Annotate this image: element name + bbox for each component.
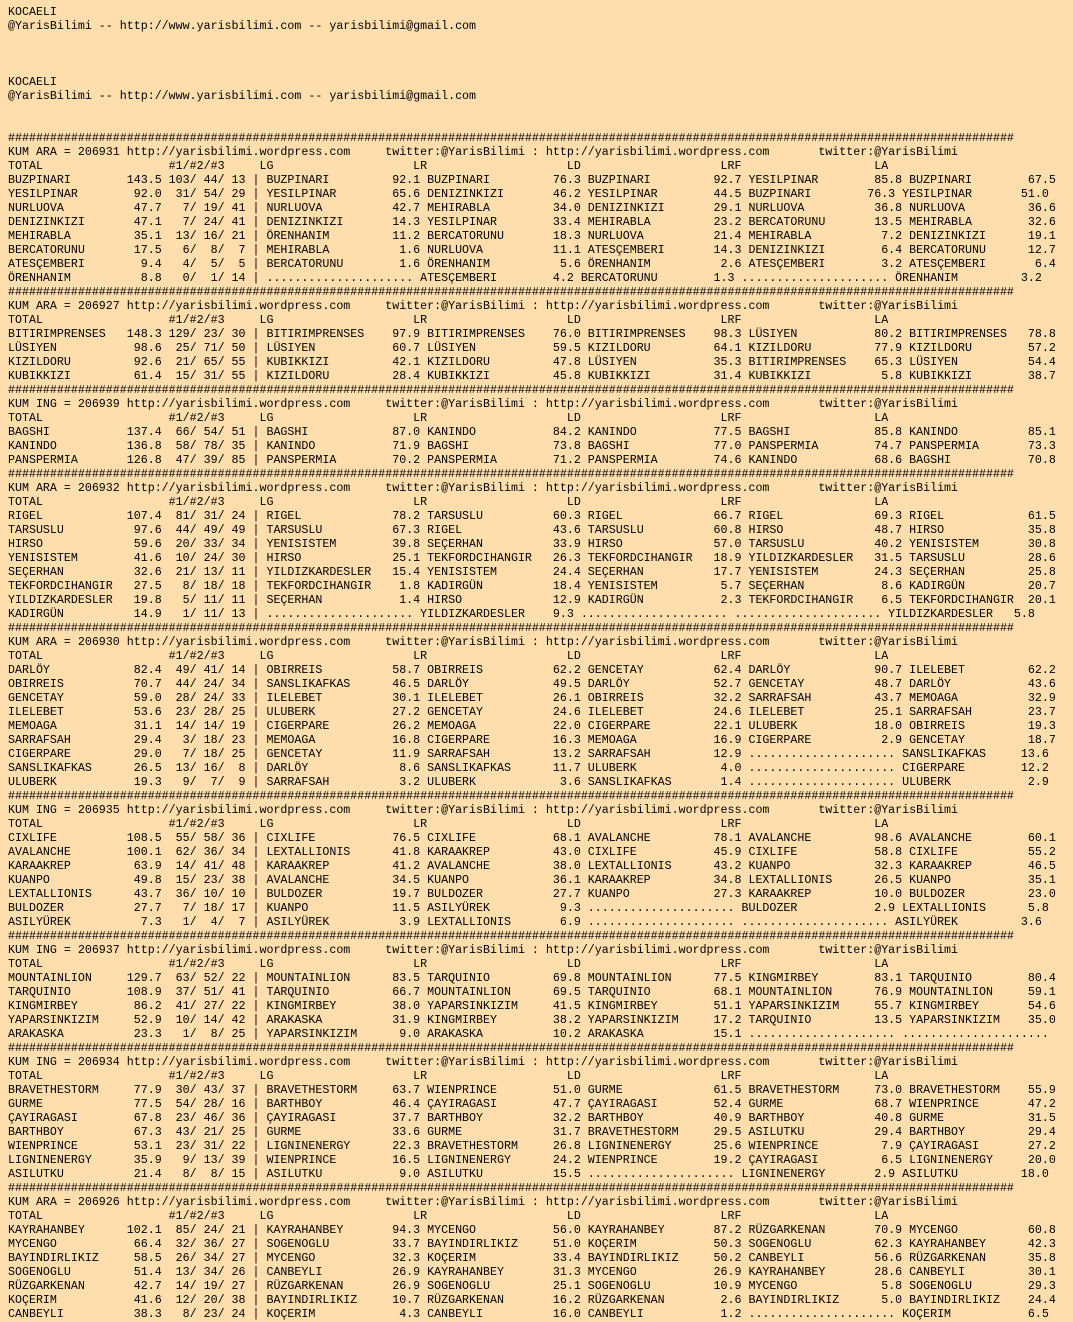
table-row: SARRAFSAH 29.4 3/ 18/ 23 | MEMOAGA 16.8 CIGERPARE 16.3 MEMOAGA 16.9 CIGERPARE 2.9 GENCETAY 18.7 <box>8 734 1056 747</box>
separator-line: ################################################################################################################################################ <box>8 622 1014 635</box>
table-row: BITIRIMPRENSES 148.3 129/ 23/ 30 | BITIRIMPRENSES 97.9 BITIRIMPRENSES 76.0 BITIRIMPRENSES 98.3 LÜSIYEN 80.2 BITIRIMPRENSES 78.8 <box>8 328 1056 341</box>
column-header-row: TOTAL #1/#2/#3 LG LR LD LRF LA <box>8 650 889 663</box>
race-title: KUM ING = 206935 http://yarisbilimi.wordpress.com twitter:@YarisBilimi : http://yarisbilimi.wordpress.com twitter:@YarisBilimi <box>8 804 959 817</box>
table-row: RÜZGARKENAN 42.7 14/ 19/ 27 | RÜZGARKENAN 26.9 SOGENOGLU 25.1 SOGENOGLU 10.9 MYCENGO 5.8 SOGENOGLU 29.3 <box>8 1280 1056 1293</box>
race-block <box>8 468 1073 622</box>
table-row: BERCATORUNU 17.5 6/ 8/ 7 | MEHIRABLA 1.6 NURLUOVA 11.1 ATESÇEMBERI 14.3 DENIZINKIZI 6.4 BERCATORUNU 12.7 <box>8 244 1056 257</box>
header-line <box>8 104 1073 118</box>
column-header-row: TOTAL #1/#2/#3 LG LR LD LRF LA <box>8 1070 889 1083</box>
separator-line: ################################################################################################################################################ <box>8 286 1014 299</box>
table-row: ARAKASKA 23.3 1/ 8/ 25 | YAPARSINKIZIM 9.0 ARAKASKA 10.2 ARAKASKA 15.1 ..................... ..................... <box>8 1028 1049 1041</box>
table-row: DENIZINKIZI 47.1 7/ 24/ 41 | DENIZINKIZI 14.3 YESILPINAR 33.4 MEHIRABLA 23.2 BERCATORUNU 13.5 MEHIRABLA 32.6 <box>8 216 1056 229</box>
race-block <box>8 1182 1073 1322</box>
table-row: TARSUSLU 97.6 44/ 49/ 49 | TARSUSLU 67.3 RIGEL 43.6 TARSUSLU 60.8 HIRSO 48.7 HIRSO 35.8 <box>8 524 1056 537</box>
separator-line: ################################################################################################################################################ <box>8 930 1014 943</box>
header-line <box>8 62 1073 76</box>
separator-line: ################################################################################################################################################ <box>8 1042 1014 1055</box>
column-header-row: TOTAL #1/#2/#3 LG LR LD LRF LA <box>8 412 889 425</box>
race-block <box>8 286 1073 384</box>
table-row: KIZILDORU 92.6 21/ 65/ 55 | KUBIKKIZI 42.1 KIZILDORU 47.8 LÜSIYEN 35.3 BITIRIMPRENSES 65.3 LÜSIYEN 54.4 <box>8 356 1056 369</box>
table-row: ASILYÜREK 7.3 1/ 4/ 7 | ASILYÜREK 3.9 LEXTALLIONIS 6.9 ..................... ..................... ASILYÜREK 3.6 <box>8 916 1042 929</box>
header-line <box>8 34 1073 48</box>
table-row: YENISISTEM 41.6 10/ 24/ 30 | HIRSO 25.1 TEKFORDCIHANGIR 26.3 TEKFORDCIHANGIR 18.9 YILDIZKARDESLER 31.5 TARSUSLU 28.6 <box>8 552 1056 565</box>
race-title: KUM ARA = 206931 http://yarisbilimi.wordpress.com twitter:@YarisBilimi : http://yarisbilimi.wordpress.com twitter:@YarisBilimi <box>8 146 959 159</box>
table-row: BULDOZER 27.7 7/ 18/ 17 | KUANPO 11.5 ASILYÜREK 9.3 ..................... BULDOZER 2.9 LEXTALLIONIS 5.8 <box>8 902 1049 915</box>
table-row: YESILPINAR 92.0 31/ 54/ 29 | YESILPINAR 65.6 DENIZINKIZI 46.2 YESILPINAR 44.5 BUZPINARI 76.3 YESILPINAR 51.0 <box>8 188 1049 201</box>
table-row: MEMOAGA 31.1 14/ 14/ 19 | CIGERPARE 26.2 MEMOAGA 22.0 CIGERPARE 22.1 ULUBERK 18.0 OBIRREIS 19.3 <box>8 720 1056 733</box>
race-title: KUM ARA = 206926 http://yarisbilimi.wordpress.com twitter:@YarisBilimi : http://yarisbilimi.wordpress.com twitter:@YarisBilimi <box>8 1196 959 1209</box>
table-row: BAGSHI 137.4 66/ 54/ 51 | BAGSHI 87.0 KANINDO 84.2 KANINDO 77.5 BAGSHI 85.8 KANINDO 85.1 <box>8 426 1056 439</box>
table-row: SOGENOGLU 51.4 13/ 34/ 26 | CANBEYLI 26.9 KAYRAHANBEY 31.3 MYCENGO 26.9 KAYRAHANBEY 28.6 CANBEYLI 30.1 <box>8 1266 1056 1279</box>
table-row: HIRSO 59.6 20/ 33/ 34 | YENISISTEM 39.8 SEÇERHAN 33.9 HIRSO 57.0 TARSUSLU 40.2 YENISISTEM 30.8 <box>8 538 1056 551</box>
table-row: ÇAYIRAGASI 67.8 23/ 46/ 36 | ÇAYIRAGASI 37.7 BARTHBOY 32.2 BARTHBOY 40.9 BARTHBOY 40.8 GURME 31.5 <box>8 1112 1056 1125</box>
race-block <box>8 790 1073 930</box>
table-row: AVALANCHE 100.1 62/ 36/ 34 | LEXTALLIONIS 41.8 KARAAKREP 43.0 CIXLIFE 45.9 CIXLIFE 58.8 CIXLIFE 55.2 <box>8 846 1056 859</box>
race-block <box>8 622 1073 790</box>
table-row: MOUNTAINLION 129.7 63/ 52/ 22 | MOUNTAINLION 83.5 TARQUINIO 69.8 MOUNTAINLION 77.5 KINGMIRBEY 83.1 TARQUINIO 80.4 <box>8 972 1056 985</box>
race-title: KUM ARA = 206927 http://yarisbilimi.wordpress.com twitter:@YarisBilimi : http://yarisbilimi.wordpress.com twitter:@YarisBilimi <box>8 300 959 313</box>
column-header-row: TOTAL #1/#2/#3 LG LR LD LRF LA <box>8 818 889 831</box>
table-row: KOÇERIM 41.6 12/ 20/ 38 | BAYINDIRLIKIZ 10.7 RÜZGARKENAN 16.2 RÜZGARKENAN 2.6 BAYINDIRLIKIZ 5.0 BAYINDIRLIKIZ 24.4 <box>8 1294 1056 1307</box>
table-row: KUBIKKIZI 61.4 15/ 31/ 55 | KIZILDORU 28.4 KUBIKKIZI 45.8 KUBIKKIZI 31.4 KUBIKKIZI 5.8 KUBIKKIZI 38.7 <box>8 370 1056 383</box>
table-row: PANSPERMIA 126.8 47/ 39/ 85 | PANSPERMIA 70.2 PANSPERMIA 71.2 PANSPERMIA 74.6 KANINDO 68.6 BAGSHI 70.8 <box>8 454 1056 467</box>
separator-line: ################################################################################################################################################ <box>8 468 1014 481</box>
race-title: KUM ING = 206934 http://yarisbilimi.wordpress.com twitter:@YarisBilimi : http://yarisbilimi.wordpress.com twitter:@YarisBilimi <box>8 1056 959 1069</box>
table-row: ATESÇEMBERI 9.4 4/ 5/ 5 | BERCATORUNU 1.6 ÖRENHANIM 5.6 ÖRENHANIM 2.6 ATESÇEMBERI 3.2 ATESÇEMBERI 6.4 <box>8 258 1056 271</box>
table-row: GURME 77.5 54/ 28/ 16 | BARTHBOY 46.4 ÇAYIRAGASI 47.7 ÇAYIRAGASI 52.4 GURME 68.7 WIENPRINCE 47.2 <box>8 1098 1056 1111</box>
separator-line: ################################################################################################################################################ <box>8 790 1014 803</box>
race-title: KUM ARA = 206930 http://yarisbilimi.wordpress.com twitter:@YarisBilimi : http://yarisbilimi.wordpress.com twitter:@YarisBilimi <box>8 636 959 649</box>
column-header-row: TOTAL #1/#2/#3 LG LR LD LRF LA <box>8 314 889 327</box>
table-row: KARAAKREP 63.9 14/ 41/ 48 | KARAAKREP 41.2 AVALANCHE 38.0 LEXTALLIONIS 43.2 KUANPO 32.3 KARAAKREP 46.5 <box>8 860 1056 873</box>
table-row: YAPARSINKIZIM 52.9 10/ 14/ 42 | ARAKASKA 31.9 KINGMIRBEY 38.2 YAPARSINKIZIM 17.2 TARQUINIO 13.5 YAPARSINKIZIM 35.0 <box>8 1014 1056 1027</box>
table-row: LIGNINENERGY 35.9 9/ 13/ 39 | WIENPRINCE 16.5 LIGNINENERGY 24.2 WIENPRINCE 19.2 ÇAYIRAGASI 6.5 LIGNINENERGY 20.0 <box>8 1154 1056 1167</box>
table-row: MEHIRABLA 35.1 13/ 16/ 21 | ÖRENHANIM 11.2 BERCATORUNU 18.3 NURLUOVA 21.4 MEHIRABLA 7.2 DENIZINKIZI 19.1 <box>8 230 1056 243</box>
page-header <box>8 6 1073 132</box>
table-row: YILDIZKARDESLER 19.8 5/ 11/ 11 | SEÇERHAN 1.4 HIRSO 12.9 KADIRGÜN 2.3 TEKFORDCIHANGIR 6.5 TEKFORDCIHANGIR 20.1 <box>8 594 1056 607</box>
table-row: SANSLIKAFKAS 26.5 13/ 16/ 8 | DARLÖY 8.6 SANSLIKAFKAS 11.7 ULUBERK 4.0 ..................... CIGERPARE 12.2 <box>8 762 1049 775</box>
table-row: RIGEL 107.4 81/ 31/ 24 | RIGEL 78.2 TARSUSLU 60.3 RIGEL 66.7 RIGEL 69.3 RIGEL 61.5 <box>8 510 1056 523</box>
race-block <box>8 930 1073 1042</box>
table-row: KINGMIRBEY 86.2 41/ 27/ 22 | KINGMIRBEY 38.0 YAPARSINKIZIM 41.5 KINGMIRBEY 51.1 YAPARSINKIZIM 55.7 KINGMIRBEY 54.6 <box>8 1000 1056 1013</box>
table-row: GENCETAY 59.0 28/ 24/ 33 | ILELEBET 30.1 ILELEBET 26.1 OBIRREIS 32.2 SARRAFSAH 43.7 MEMOAGA 32.9 <box>8 692 1056 705</box>
table-row: DARLÖY 82.4 49/ 41/ 14 | OBIRREIS 58.7 OBIRREIS 62.2 GENCETAY 62.4 DARLÖY 90.7 ILELEBET 62.2 <box>8 664 1056 677</box>
table-row: CIXLIFE 108.5 55/ 58/ 36 | CIXLIFE 76.5 CIXLIFE 68.1 AVALANCHE 78.1 AVALANCHE 98.6 AVALANCHE 60.1 <box>8 832 1056 845</box>
table-row: CANBEYLI 38.3 8/ 23/ 24 | KOÇERIM 4.3 CANBEYLI 16.0 CANBEYLI 1.2 ..................... KOÇERIM 6.5 <box>8 1308 1049 1321</box>
header-line: @YarisBilimi -- http://www.yarisbilimi.com -- yarisbilimi@gmail.com <box>8 20 477 33</box>
table-row: OBIRREIS 70.7 44/ 24/ 34 | SANSLIKAFKAS 46.5 DARLÖY 49.5 DARLÖY 52.7 GENCETAY 48.7 DARLÖY 43.6 <box>8 678 1056 691</box>
header-line: KOCAELI <box>8 6 57 19</box>
table-row: LEXTALLIONIS 43.7 36/ 10/ 10 | BULDOZER 19.7 BULDOZER 27.7 KUANPO 27.3 KARAAKREP 10.0 BULDOZER 23.0 <box>8 888 1056 901</box>
separator-line: ################################################################################################################################################ <box>8 1182 1014 1195</box>
table-row: KANINDO 136.8 58/ 78/ 35 | KANINDO 71.9 BAGSHI 73.8 BAGSHI 77.0 PANSPERMIA 74.7 PANSPERMIA 73.3 <box>8 440 1056 453</box>
race-block <box>8 1042 1073 1182</box>
race-title: KUM ING = 206937 http://yarisbilimi.wordpress.com twitter:@YarisBilimi : http://yarisbilimi.wordpress.com twitter:@YarisBilimi <box>8 944 959 957</box>
race-title: KUM ARA = 206932 http://yarisbilimi.wordpress.com twitter:@YarisBilimi : http://yarisbilimi.wordpress.com twitter:@YarisBilimi <box>8 482 959 495</box>
race-block <box>8 384 1073 468</box>
table-row: KUANPO 49.8 15/ 23/ 38 | AVALANCHE 34.5 KUANPO 36.1 KARAAKREP 34.8 LEXTALLIONIS 26.5 KUANPO 35.1 <box>8 874 1056 887</box>
table-row: MYCENGO 66.4 32/ 36/ 27 | SOGENOGLU 33.7 BAYINDIRLIKIZ 51.0 KOÇERIM 50.3 SOGENOGLU 62.3 KAYRAHANBEY 42.3 <box>8 1238 1056 1251</box>
column-header-row: TOTAL #1/#2/#3 LG LR LD LRF LA <box>8 160 889 173</box>
separator-line: ################################################################################################################################################ <box>8 132 1014 145</box>
table-row: ULUBERK 19.3 9/ 7/ 9 | SARRAFSAH 3.2 ULUBERK 3.6 SANSLIKAFKAS 1.4 ..................... ULUBERK 2.9 <box>8 776 1049 789</box>
table-row: BRAVETHESTORM 77.9 30/ 43/ 37 | BRAVETHESTORM 63.7 WIENPRINCE 51.0 GURME 61.5 BRAVETHESTORM 73.0 BRAVETHESTORM 55.9 <box>8 1084 1056 1097</box>
race-title: KUM ING = 206939 http://yarisbilimi.wordpress.com twitter:@YarisBilimi : http://yarisbilimi.wordpress.com twitter:@YarisBilimi <box>8 398 959 411</box>
header-line: KOCAELI <box>8 76 57 89</box>
table-row: ÖRENHANIM 8.8 0/ 1/ 14 | ..................... ATESÇEMBERI 4.2 BERCATORUNU 1.3 ..................... ÖRENHANIM 3.2 <box>8 272 1042 285</box>
table-row: CIGERPARE 29.0 7/ 18/ 25 | GENCETAY 11.9 SARRAFSAH 13.2 SARRAFSAH 12.9 ..................... SANSLIKAFKAS 13.6 <box>8 748 1049 761</box>
table-row: WIENPRINCE 53.1 23/ 31/ 22 | LIGNINENERGY 22.3 BRAVETHESTORM 26.8 LIGNINENERGY 25.6 WIENPRINCE 7.9 ÇAYIRAGASI 27.2 <box>8 1140 1056 1153</box>
table-row: KADIRGÜN 14.9 1/ 11/ 13 | ..................... YILDIZKARDESLER 9.3 ..................... ..................... YILDIZKARDESLER 5.8 <box>8 608 1035 621</box>
table-row: NURLUOVA 47.7 7/ 19/ 41 | NURLUOVA 42.7 MEHIRABLA 34.0 DENIZINKIZI 29.1 NURLUOVA 36.8 NURLUOVA 36.6 <box>8 202 1056 215</box>
table-row: BUZPINARI 143.5 103/ 44/ 13 | BUZPINARI 92.1 BUZPINARI 76.3 BUZPINARI 92.7 YESILPINAR 85.8 BUZPINARI 67.5 <box>8 174 1056 187</box>
table-row: TEKFORDCIHANGIR 27.5 8/ 18/ 18 | TEKFORDCIHANGIR 1.8 KADIRGÜN 18.4 YENISISTEM 5.7 SEÇERHAN 8.6 KADIRGÜN 20.7 <box>8 580 1056 593</box>
race-block <box>8 132 1073 286</box>
table-row: LÜSIYEN 98.6 25/ 71/ 50 | LÜSIYEN 60.7 LÜSIYEN 59.5 KIZILDORU 64.1 KIZILDORU 77.9 KIZILDORU 57.2 <box>8 342 1056 355</box>
header-line: @YarisBilimi -- http://www.yarisbilimi.com -- yarisbilimi@gmail.com <box>8 90 477 103</box>
separator-line: ################################################################################################################################################ <box>8 384 1014 397</box>
column-header-row: TOTAL #1/#2/#3 LG LR LD LRF LA <box>8 1210 889 1223</box>
column-header-row: TOTAL #1/#2/#3 LG LR LD LRF LA <box>8 958 889 971</box>
table-row: BARTHBOY 67.3 43/ 21/ 25 | GURME 33.6 GURME 31.7 BRAVETHESTORM 29.5 ASILUTKU 29.4 BARTHBOY 29.4 <box>8 1126 1056 1139</box>
header-line <box>8 118 1073 132</box>
header-line <box>8 48 1073 62</box>
table-row: ILELEBET 53.6 23/ 28/ 25 | ULUBERK 27.2 GENCETAY 24.6 ILELEBET 24.6 ILELEBET 25.1 SARRAFSAH 23.7 <box>8 706 1056 719</box>
column-header-row: TOTAL #1/#2/#3 LG LR LD LRF LA <box>8 496 889 509</box>
table-row: BAYINDIRLIKIZ 58.5 26/ 34/ 27 | MYCENGO 32.3 KOÇERIM 33.4 BAYINDIRLIKIZ 50.2 CANBEYLI 56.6 RÜZGARKENAN 35.8 <box>8 1252 1056 1265</box>
table-row: TARQUINIO 108.9 37/ 51/ 41 | TARQUINIO 66.7 MOUNTAINLION 69.5 TARQUINIO 68.1 MOUNTAINLION 76.9 MOUNTAINLION 59.1 <box>8 986 1056 999</box>
table-row: SEÇERHAN 32.6 21/ 13/ 11 | YILDIZKARDESLER 15.4 YENISISTEM 24.4 SEÇERHAN 17.7 YENISISTEM 24.3 SEÇERHAN 25.8 <box>8 566 1056 579</box>
table-row: ASILUTKU 21.4 8/ 8/ 15 | ASILUTKU 9.0 ASILUTKU 15.5 ..................... LIGNINENERGY 2.9 ASILUTKU 18.0 <box>8 1168 1049 1181</box>
table-row: KAYRAHANBEY 102.1 85/ 24/ 21 | KAYRAHANBEY 94.3 MYCENGO 56.0 KAYRAHANBEY 87.2 RÜZGARKENAN 70.9 MYCENGO 60.8 <box>8 1224 1056 1237</box>
